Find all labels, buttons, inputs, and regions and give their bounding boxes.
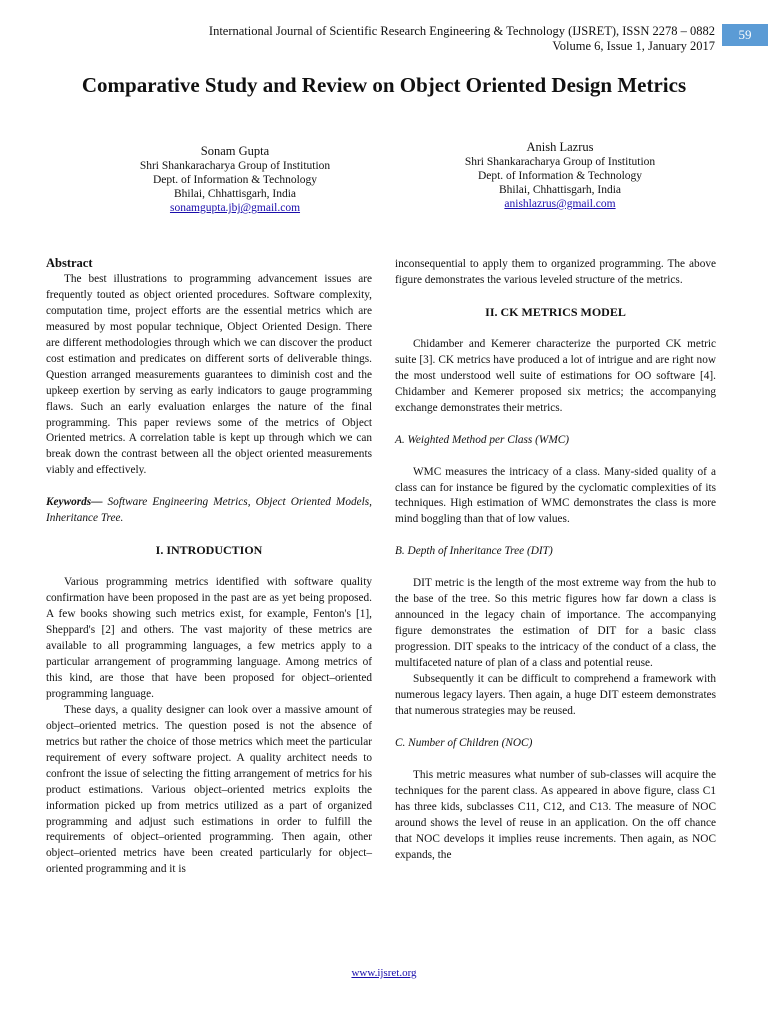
author-institution: Shri Shankaracharya Group of Institution [139,160,331,172]
section-heading-introduction: I. INTRODUCTION [155,543,263,558]
subsection-heading-dit: B. Depth of Inheritance Tree (DIT) [395,545,553,558]
right-column [395,257,716,864]
left-column [46,256,372,878]
abstract-text: The best illustrations to programming advancement issues are frequently touted as object oriented procedures. Software complexity, computation time, project efforts are the essential metrics which are measured by most popular technique, Object Oriented Design. There are different methodologies through which we can discover the product cost estimation and predicates on different sorts of deliverable things. Question arranged measurements guarantees to diminish cost and the upkeep exertion by serving as early indicators to gauge programming flaws. Such an early evaluation enlarges the nature of the final programming. This paper reviews some of the metrics of Object Oriented metrics. A correlation table is kept up through which we can break down the contrast between all the object oriented measurements viably and effectively. [46,272,372,477]
author-location: Bhilai, Chhattisgarh, India [173,188,296,200]
wmc-paragraph: WMC measures the intricacy of a class. Many-sided quality of a class can for instance be figured by the cyclomatic complexities of its techniques. High estimation of WMC demonstrates the class is more mind boggling than that of low values. [395,465,716,526]
abstract-heading: Abstract [46,256,93,270]
subsection-heading-wmc: A. Weighted Method per Class (WMC) [395,433,570,446]
dit-paragraph-1: DIT metric is the length of the most extreme way from the hub to the base of the tree. So this metric figures how far down a class is announced in the legacy chain of importance. The accompanying figure demonstrates the estimation of DIT for a basic class progression. DIT speaks to the intricacy of the conduct of a class, the multifaceted nature of plan of a class and potential reuse. [395,577,716,670]
journal-header: International Journal of Scientific Research Engineering & Technology (IJSRET), ISSN 2278 – 0882 [208,24,715,38]
author-email-link[interactable]: sonamgupta.jbj@gmail.com [169,202,301,214]
page-number-badge: 59 [722,24,768,46]
ck-paragraph: Chidamber and Kemerer characterize the purported CK metric suite [3]. CK metrics have produced a lot of intrigue and are right now the most understood well suite of estimations for OO software [4]. Chidamber and Kemerer proposed six metrics; the accompanying exchange demonstrates their metrics. [395,337,716,414]
subsection-heading-noc: C. Number of Children (NOC) [395,736,533,749]
author-block-2 [420,139,700,211]
author-dept: Dept. of Information & Technology [477,170,643,182]
author-name: Anish Lazrus [526,140,594,154]
author-email-link[interactable]: anishlazrus@gmail.com [504,198,616,210]
footer [0,967,768,979]
paper-title: Comparative Study and Review on Object Oriented Design Metrics [81,73,687,97]
author-location: Bhilai, Chhattisgarh, India [498,184,621,196]
intro-paragraph-1: Various programming metrics identified with software quality confirmation have been proposed in the past are as yet being proposed. A few books showing such metrics exist, for example, Fenton's [1], Sheppard's [2] and others. The vast majority of these metrics are available to all programming languages, a few metrics apply to a particular arrangement of programming language. Among metrics of this kind, are those that have been proposed for object–oriented programming language. [46,576,372,700]
noc-paragraph: This metric measures what number of sub-classes will acquire the techniques for the parent class. As appeared in above figure, class C1 has three kids, subclasses C11, C12, and C13. The measure of NOC around shows the level of reuse in an application. On the off chance that NOC develops it implies reuse increments. Then again, as NOC expands, the [395,768,716,861]
keywords [46,495,372,527]
keywords-text: Software Engineering Metrics, Object Oriented Models, Inheritance Tree. [46,496,372,525]
section-heading-ck-metrics: II. CK METRICS MODEL [485,304,626,319]
volume-info: Volume 6, Issue 1, January 2017 [552,39,715,53]
author-block-1 [80,143,390,215]
continued-paragraph: inconsequential to apply them to organized programming. The above figure demonstrates the various leveled structure of the metrics. [395,258,716,286]
footer-url-link[interactable]: www.ijsret.org [351,967,417,979]
intro-paragraph-2: These days, a quality designer can look over a massive amount of object–oriented metrics. The question posed is not the absence of metrics but rather the choice of those metrics which meet the particular requirement of every software project. A quality architect needs to confront the issue of selecting the fitting arrangement of metrics for his product estimations. Various object–oriented metrics exploits the information picked up from metrics utilized as a part of organized programming and adjust such estimations in order to fulfill the requirements of object–oriented programming. Then again, other object–oriented metrics have been created particularly for object–oriented programming and it is [46,703,372,876]
keywords-label: Keywords— [46,496,103,509]
author-dept: Dept. of Information & Technology [152,174,318,186]
dit-paragraph-2: Subsequently it can be difficult to comprehend a framework with numerous legacy layers. Then again, a huge DIT esteem demonstrates that numerous strategies may be reused. [395,673,716,717]
author-institution: Shri Shankaracharya Group of Institution [464,156,656,168]
author-name: Sonam Gupta [200,144,270,158]
